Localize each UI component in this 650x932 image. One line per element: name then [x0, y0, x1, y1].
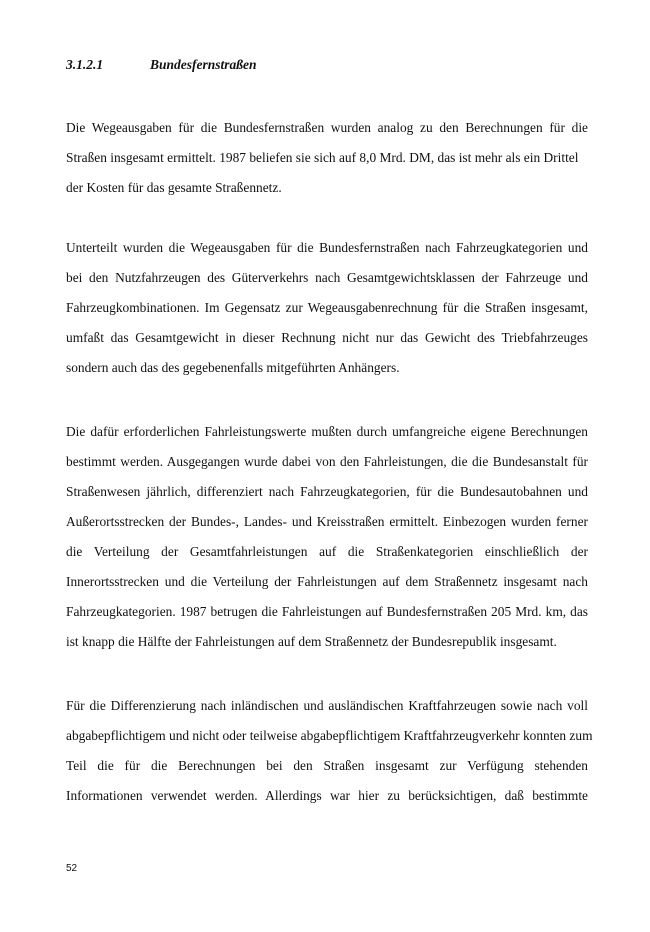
paragraph-line: Straßenwesen jährlich, differenziert nach Fahrzeugkategorien, für die Bundesautobahnen und: [66, 484, 588, 499]
paragraph-line: Unterteilt wurden die Wegeausgaben für die Bundesfernstraßen nach Fahrzeugkategorien und: [66, 240, 588, 255]
section-title: Bundesfernstraßen: [150, 57, 257, 72]
paragraph-line: bei den Nutzfahrzeugen des Güterverkehrs nach Gesamtgewichtsklassen der Fahrzeuge und: [66, 270, 588, 285]
paragraph-line: Fahrzeugkategorien. 1987 betrugen die Fahrleistungen auf Bundesfernstraßen 205 Mrd. km, das: [66, 604, 588, 619]
paragraph-3: [66, 417, 588, 657]
paragraph-line: umfaßt das Gesamtgewicht in dieser Rechnung nicht nur das Gewicht des Triebfahrzeuges: [66, 330, 588, 345]
page-number: 52: [66, 863, 78, 874]
paragraph-line: bestimmt werden. Ausgegangen wurde dabei von den Fahrleistungen, die die Bundesanstalt für: [66, 454, 588, 469]
paragraph-line: sondern auch das des gegebenenfalls mitgeführten Anhängers.: [66, 360, 400, 375]
paragraph-line: der Kosten für das gesamte Straßennetz.: [66, 180, 282, 195]
section-number: 3.1.2.1: [66, 57, 104, 72]
section-heading: [66, 57, 257, 73]
paragraph-line: Für die Differenzierung nach inländischen und ausländischen Kraftfahrzeugen sowie nach voll: [66, 698, 588, 713]
paragraph-line: Informationen verwendet werden. Allerdings war hier zu berücksichtigen, daß bestimmte: [66, 788, 588, 803]
paragraph-line: Die dafür erforderlichen Fahrleistungswerte mußten durch umfangreiche eigene Berechnungen: [66, 424, 588, 439]
paragraph-line: Die Wegeausgaben für die Bundesfernstraßen wurden analog zu den Berechnungen für die: [66, 120, 588, 135]
paragraph-line: die Verteilung der Gesamtfahrleistungen auf die Straßenkategorien einschließlich der: [66, 544, 588, 559]
paragraph-line: abgabepflichtigem und nicht oder teilweise abgabepflichtigem Kraftfahrzeugverkehr konnten zum: [66, 728, 593, 743]
paragraph-1: [66, 113, 588, 203]
paragraph-line: ist knapp die Hälfte der Fahrleistungen auf dem Straßennetz der Bundesrepublik insgesamt.: [66, 634, 557, 649]
paragraph-line: Innerortsstrecken und die Verteilung der Fahrleistungen auf dem Straßennetz insgesamt nach: [66, 574, 588, 589]
paragraph-line: Fahrzeugkombinationen. Im Gegensatz zur Wegeausgabenrechnung für die Straßen insgesamt,: [66, 300, 588, 315]
paragraph-line: Teil die für die Berechnungen bei den Straßen insgesamt zur Verfügung stehenden: [66, 758, 588, 773]
paragraph-line: Straßen insgesamt ermittelt. 1987 beliefen sie sich auf 8,0 Mrd. DM, das ist mehr als ein Drittel: [66, 150, 579, 165]
paragraph-4: [66, 691, 593, 811]
paragraph-2: [66, 233, 588, 383]
paragraph-line: Außerortsstrecken der Bundes-, Landes- und Kreisstraßen ermittelt. Einbezogen wurden ferner: [66, 514, 588, 529]
